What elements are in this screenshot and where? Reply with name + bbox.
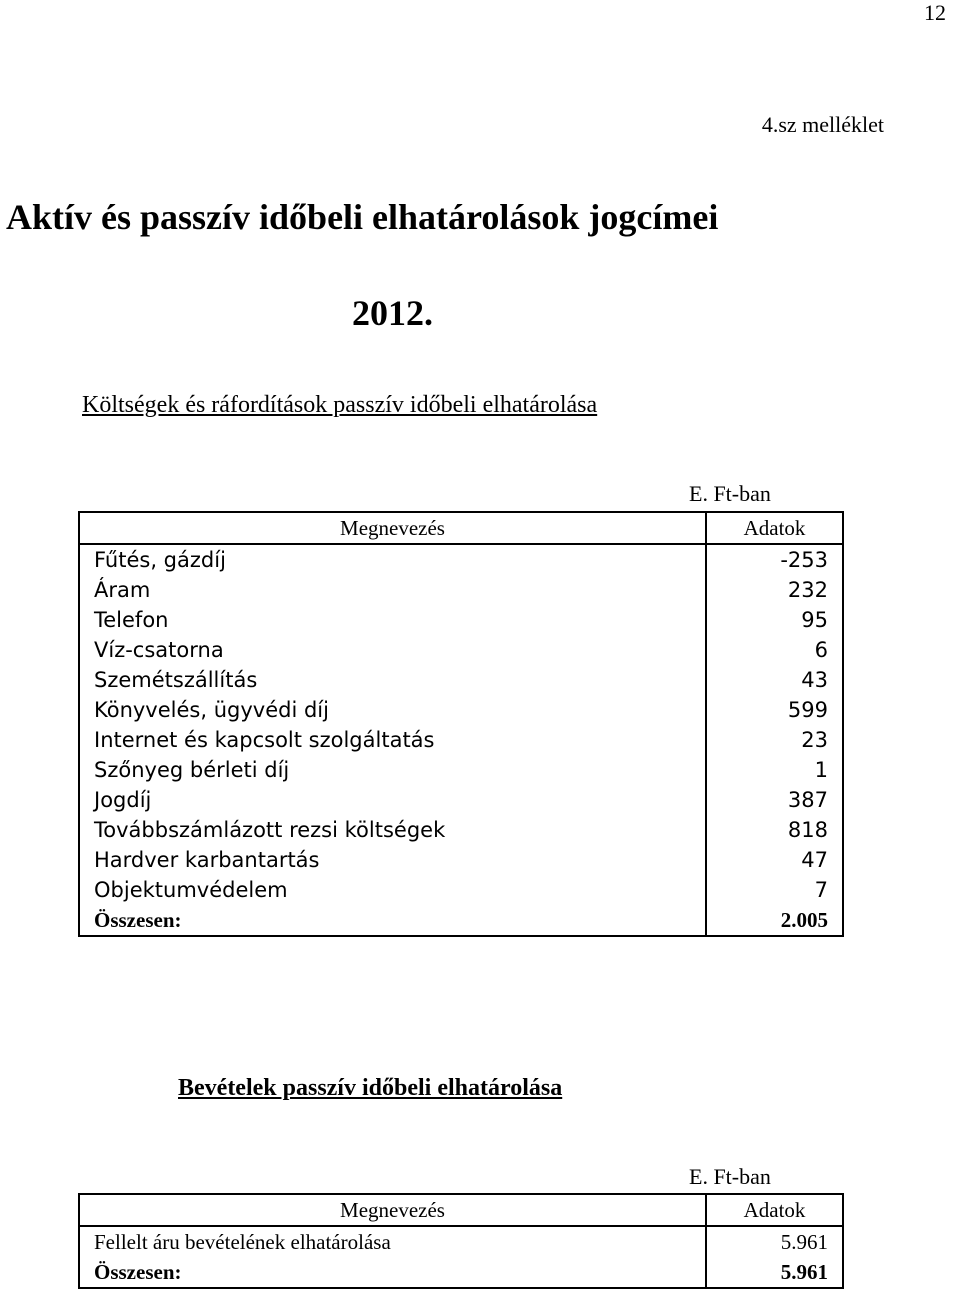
column-header-name: Megnevezés [79, 512, 706, 544]
page-title: Aktív és passzív időbeli elhatárolások jogcímei [6, 197, 719, 237]
row-value-cell: 23 [706, 725, 843, 755]
row-name-cell: Víz-csatorna [79, 635, 706, 665]
row-name-cell: Továbbszámlázott rezsi költségek [79, 815, 706, 845]
row-name-cell: Fellelt áru bevételének elhatárolása [79, 1226, 706, 1257]
row-name-cell: Szemétszállítás [79, 665, 706, 695]
row-name-cell: Internet és kapcsolt szolgáltatás [79, 725, 706, 755]
table-row [79, 785, 843, 815]
row-value-cell: 387 [706, 785, 843, 815]
row-value-cell: 43 [706, 665, 843, 695]
table-header-row [79, 1194, 843, 1226]
total-label: Összesen: [79, 1257, 706, 1288]
column-header-value: Adatok [706, 512, 843, 544]
row-value-cell: 95 [706, 605, 843, 635]
row-value-cell: 7 [706, 875, 843, 905]
total-row [79, 1257, 843, 1288]
year-heading: 2012. [352, 293, 433, 333]
row-name-cell: Objektumvédelem [79, 875, 706, 905]
section-heading-costs: Költségek és ráfordítások passzív időbeli elhatárolása [82, 392, 598, 418]
table-row [79, 695, 843, 725]
table-row [79, 544, 843, 575]
table-row [79, 1226, 843, 1257]
unit-label-revenues: E. Ft-ban [689, 1164, 771, 1189]
section-heading-revenues: Bevételek passzív időbeli elhatárolása [178, 1075, 563, 1101]
row-value-cell: 6 [706, 635, 843, 665]
row-value-cell: 599 [706, 695, 843, 725]
row-value-cell: 232 [706, 575, 843, 605]
row-name-cell: Hardver karbantartás [79, 845, 706, 875]
table-row [79, 635, 843, 665]
column-header-value: Adatok [706, 1194, 843, 1226]
row-value-cell: 47 [706, 845, 843, 875]
table-row [79, 665, 843, 695]
page-number: 12 [924, 0, 946, 25]
row-name-cell: Jogdíj [79, 785, 706, 815]
costs-table [78, 511, 844, 937]
row-name-cell: Áram [79, 575, 706, 605]
row-name-cell: Telefon [79, 605, 706, 635]
row-name-cell: Szőnyeg bérleti díj [79, 755, 706, 785]
row-value-cell: -253 [706, 544, 843, 575]
table-row [79, 815, 843, 845]
total-value: 5.961 [706, 1257, 843, 1288]
table-row [79, 575, 843, 605]
total-label: Összesen: [79, 905, 706, 936]
total-value: 2.005 [706, 905, 843, 936]
row-name-cell: Fűtés, gázdíj [79, 544, 706, 575]
row-value-cell: 5.961 [706, 1226, 843, 1257]
table-header-row [79, 512, 843, 544]
table-row [79, 875, 843, 905]
revenues-table [78, 1193, 844, 1289]
row-value-cell: 818 [706, 815, 843, 845]
annex-label: 4.sz melléklet [761, 112, 884, 137]
table-row [79, 755, 843, 785]
row-value-cell: 1 [706, 755, 843, 785]
total-row [79, 905, 843, 936]
row-name-cell: Könyvelés, ügyvédi díj [79, 695, 706, 725]
column-header-name: Megnevezés [79, 1194, 706, 1226]
table-row [79, 845, 843, 875]
table-row [79, 605, 843, 635]
unit-label-costs: E. Ft-ban [689, 481, 771, 506]
table-row [79, 725, 843, 755]
